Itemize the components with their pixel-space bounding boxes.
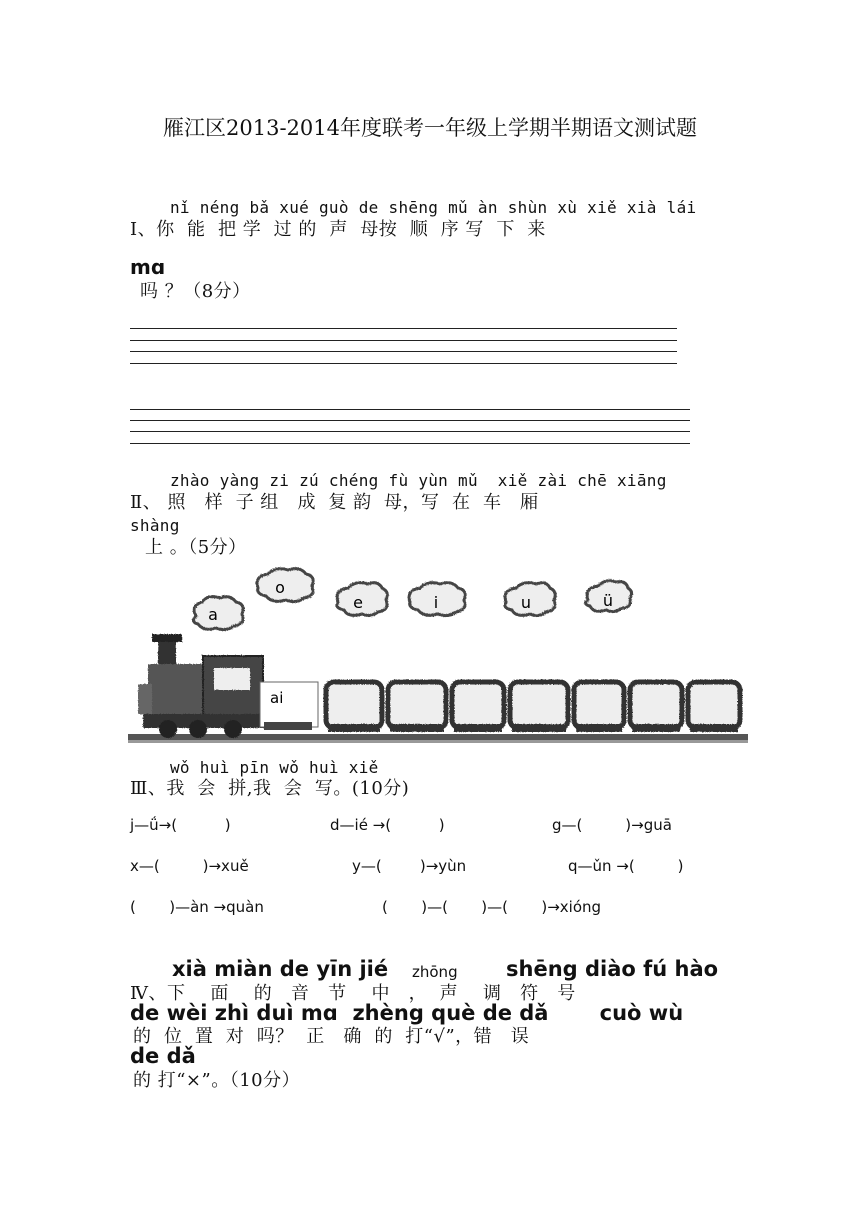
cloud-i: [409, 583, 465, 616]
locomotive: [138, 634, 268, 738]
train-car-5[interactable]: [574, 682, 624, 732]
q1-text: Ⅰ、你 能 把 学 过 的 声 母按 顺 序 写 下 来: [130, 219, 546, 240]
q4-pinyin-a: xià miàn de yīn jié: [172, 957, 389, 981]
page-title: 雁江区2013-2014年度联考一年级上学期半期语文测试题: [163, 116, 697, 140]
q1-pinyin-2: mɑ: [130, 255, 166, 279]
q1-pinyin: nǐ néng bǎ xué guò de shēng mǔ àn shùn xù xiě xià lái: [170, 198, 697, 217]
q4-text: Ⅳ、下 面 的 音 节 中 ， 声 调 符 号: [130, 983, 576, 1004]
train-car-6[interactable]: [630, 682, 682, 732]
train-car-4[interactable]: [510, 682, 568, 732]
q3-item-1[interactable]: j—ǘ→( ): [130, 816, 231, 834]
cloud-o-label: o: [275, 578, 285, 597]
q2-text-2: 上 。（5分）: [145, 537, 247, 558]
q3-item-5[interactable]: y—( )→yùn: [352, 857, 467, 875]
q4-pinyin-b: zhōng: [412, 963, 458, 981]
cloud-e-label: e: [353, 593, 363, 612]
q4-pinyin-c: shēng diào fú hào: [506, 957, 719, 981]
cloud-a-label: a: [208, 605, 218, 624]
train-car-1[interactable]: [326, 682, 382, 732]
train-car-7[interactable]: [688, 682, 740, 732]
q4-pinyin-3: de dǎ: [130, 1044, 196, 1068]
cloud-u-label: u: [520, 593, 532, 612]
q4-pinyin-2: de wèi zhì duì mɑ zhèng què de dǎ cuò wù: [130, 1001, 684, 1025]
q3-item-2[interactable]: d—ié →( ): [330, 816, 445, 834]
train-car-example: [260, 682, 318, 730]
cloud-v-label: ü: [602, 591, 614, 610]
cloud-u: [505, 583, 555, 616]
q3-pinyin: wǒ huì pīn wǒ huì xiě: [170, 758, 379, 777]
q2-pinyin: zhào yàng zi zú chéng fù yùn mǔ xiě zài chē xiāng: [170, 471, 667, 490]
q1-text-2: 吗 ？（8分）: [140, 281, 251, 302]
cloud-v: [585, 581, 631, 612]
q3-item-6[interactable]: q—ǔn →( ): [568, 857, 684, 875]
train-car-2[interactable]: [388, 682, 446, 732]
cloud-i-label: i: [433, 593, 439, 612]
q3-item-7[interactable]: ( )—àn →quàn: [130, 898, 264, 916]
q2-text: Ⅱ、 照 样 子 组 成 复 韵 母，写 在 车 厢: [130, 492, 539, 513]
q3-item-4[interactable]: x—( )→xuě: [130, 857, 249, 875]
q3-item-8[interactable]: ( )—( )—( )→xióng: [382, 898, 602, 916]
q3-item-3[interactable]: g—( )→guā: [552, 816, 672, 834]
train-car-3[interactable]: [452, 682, 504, 732]
cloud-a: [193, 597, 243, 630]
cloud-o: [257, 569, 313, 602]
q4-text-2: 的 位 置 对 吗？ 正 确 的 打“√”，错 误: [133, 1026, 530, 1047]
train-car-example-label: ai: [270, 689, 284, 707]
q4-text-3: 的 打“×”。（10分）: [133, 1070, 301, 1091]
q3-text: Ⅲ、我 会 拼,我 会 写。(10分): [130, 778, 410, 799]
cloud-e: [337, 583, 387, 616]
train-illustration: [128, 564, 748, 754]
q2-pinyin-2: shàng: [130, 516, 180, 535]
